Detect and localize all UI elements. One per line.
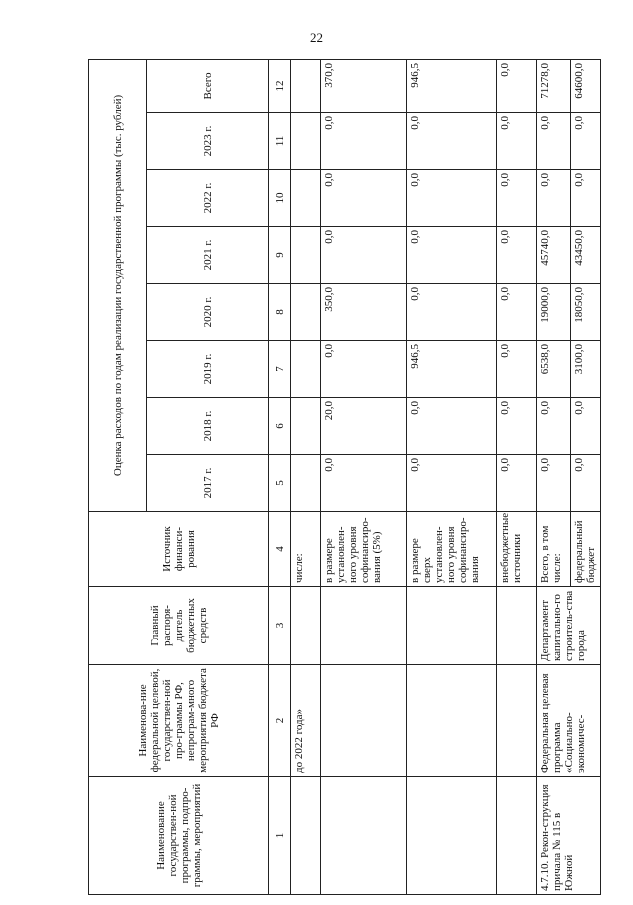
value-cell: 946,5 <box>407 59 497 112</box>
program-cell <box>497 777 537 895</box>
table-row <box>321 59 407 894</box>
federal-program-cell <box>321 665 407 777</box>
value-cell: 0,0 <box>497 341 537 398</box>
value-cell: 71278,0 <box>537 59 571 112</box>
source-cell: федеральный бюджет <box>571 512 601 587</box>
header-year: 2018 г. <box>147 398 269 455</box>
budget-table <box>88 59 601 895</box>
value-cell: 0,0 <box>407 113 497 170</box>
value-cell: 0,0 <box>571 455 601 512</box>
manager-cell <box>291 587 321 665</box>
index-cell: 10 <box>269 170 291 227</box>
table-row <box>497 59 537 894</box>
index-cell: 2 <box>269 665 291 777</box>
index-cell: 3 <box>269 587 291 665</box>
value-cell: 19000,0 <box>537 284 571 341</box>
table-row <box>291 59 321 894</box>
rotated-table-container <box>88 60 597 895</box>
federal-program-cell <box>497 665 537 777</box>
header-year: 2019 г. <box>147 341 269 398</box>
header-source: Источник финанси-рования <box>89 512 269 587</box>
value-cell: 18050,0 <box>571 284 601 341</box>
value-cell: 43450,0 <box>571 227 601 284</box>
header-year: 2023 г. <box>147 113 269 170</box>
value-cell: 6538,0 <box>537 341 571 398</box>
federal-program-cell: Федеральная целевая программа «Социально-экономичес- <box>537 665 601 777</box>
index-cell: 7 <box>269 341 291 398</box>
value-cell <box>291 227 321 284</box>
value-cell <box>291 398 321 455</box>
value-cell: 946,5 <box>407 341 497 398</box>
value-cell <box>291 455 321 512</box>
index-cell: 4 <box>269 512 291 587</box>
index-cell: 9 <box>269 227 291 284</box>
federal-program-cell: до 2022 года» <box>291 665 321 777</box>
index-row <box>269 59 291 894</box>
manager-cell <box>321 587 407 665</box>
index-cell: 11 <box>269 113 291 170</box>
value-cell: 0,0 <box>537 455 571 512</box>
header-manager: Главный распоря-дитель бюджетных средств <box>89 587 269 665</box>
source-cell: в размере установлен-ного уровня софинансиро-вания (5%) <box>321 512 407 587</box>
header-federal-program: Наименова-ние федеральной целевой, государствен-ной про-граммы РФ, непрограм-много мероприятия бюджета РФ <box>89 665 269 777</box>
source-cell: Всего, в том числе: <box>537 512 571 587</box>
table-row <box>537 59 571 894</box>
index-cell: 12 <box>269 59 291 112</box>
value-cell: 0,0 <box>571 398 601 455</box>
manager-cell: Департамент капитально-го строитель-ства города <box>537 587 601 665</box>
value-cell: 0,0 <box>571 113 601 170</box>
page-number: 22 <box>310 30 323 45</box>
header-program: Наименование государствен-ной программы, подпро-граммы, мероприятий <box>89 777 269 895</box>
program-cell <box>291 777 321 895</box>
program-cell <box>321 777 407 895</box>
value-cell: 0,0 <box>407 455 497 512</box>
value-cell: 0,0 <box>407 284 497 341</box>
index-cell: 5 <box>269 455 291 512</box>
value-cell: 0,0 <box>537 113 571 170</box>
value-cell: 0,0 <box>321 341 407 398</box>
value-cell <box>291 59 321 112</box>
value-cell: 350,0 <box>321 284 407 341</box>
value-cell: 0,0 <box>497 398 537 455</box>
program-cell <box>407 777 497 895</box>
manager-cell <box>497 587 537 665</box>
value-cell <box>291 170 321 227</box>
value-cell: 45740,0 <box>537 227 571 284</box>
value-cell: 0,0 <box>321 170 407 227</box>
value-cell: 0,0 <box>407 227 497 284</box>
value-cell: 0,0 <box>497 284 537 341</box>
value-cell: 370,0 <box>321 59 407 112</box>
source-cell: в размере сверх установлен-ного уровня софинансиро-вания <box>407 512 497 587</box>
value-cell: 0,0 <box>497 113 537 170</box>
value-cell: 0,0 <box>497 59 537 112</box>
value-cell: 0,0 <box>537 398 571 455</box>
value-cell: 0,0 <box>321 227 407 284</box>
value-cell: 64600,0 <box>571 59 601 112</box>
value-cell: 0,0 <box>537 170 571 227</box>
header-cost-estimate: Оценка расходов по годам реализации государственной программы (тыс. рублей) <box>89 59 147 511</box>
value-cell: 0,0 <box>497 170 537 227</box>
value-cell: 0,0 <box>321 113 407 170</box>
value-cell: 0,0 <box>497 227 537 284</box>
value-cell <box>291 341 321 398</box>
federal-program-cell <box>407 665 497 777</box>
header-year: 2017 г. <box>147 455 269 512</box>
index-cell: 6 <box>269 398 291 455</box>
header-year: 2020 г. <box>147 284 269 341</box>
value-cell: 0,0 <box>321 455 407 512</box>
index-cell: 1 <box>269 777 291 895</box>
header-total: Всего <box>147 59 269 112</box>
value-cell <box>291 284 321 341</box>
source-cell: числе: <box>291 512 321 587</box>
value-cell: 3100,0 <box>571 341 601 398</box>
value-cell: 0,0 <box>497 455 537 512</box>
value-cell: 0,0 <box>571 170 601 227</box>
source-cell: внебюджетные источники <box>497 512 537 587</box>
program-cell: 4.7.10. Рекон-струкция причала № 115 в Южной <box>537 777 601 895</box>
value-cell: 0,0 <box>407 170 497 227</box>
value-cell <box>291 113 321 170</box>
table-row <box>407 59 497 894</box>
value-cell: 0,0 <box>407 398 497 455</box>
index-cell: 8 <box>269 284 291 341</box>
manager-cell <box>407 587 497 665</box>
value-cell: 20,0 <box>321 398 407 455</box>
header-year: 2022 г. <box>147 170 269 227</box>
header-year: 2021 г. <box>147 227 269 284</box>
